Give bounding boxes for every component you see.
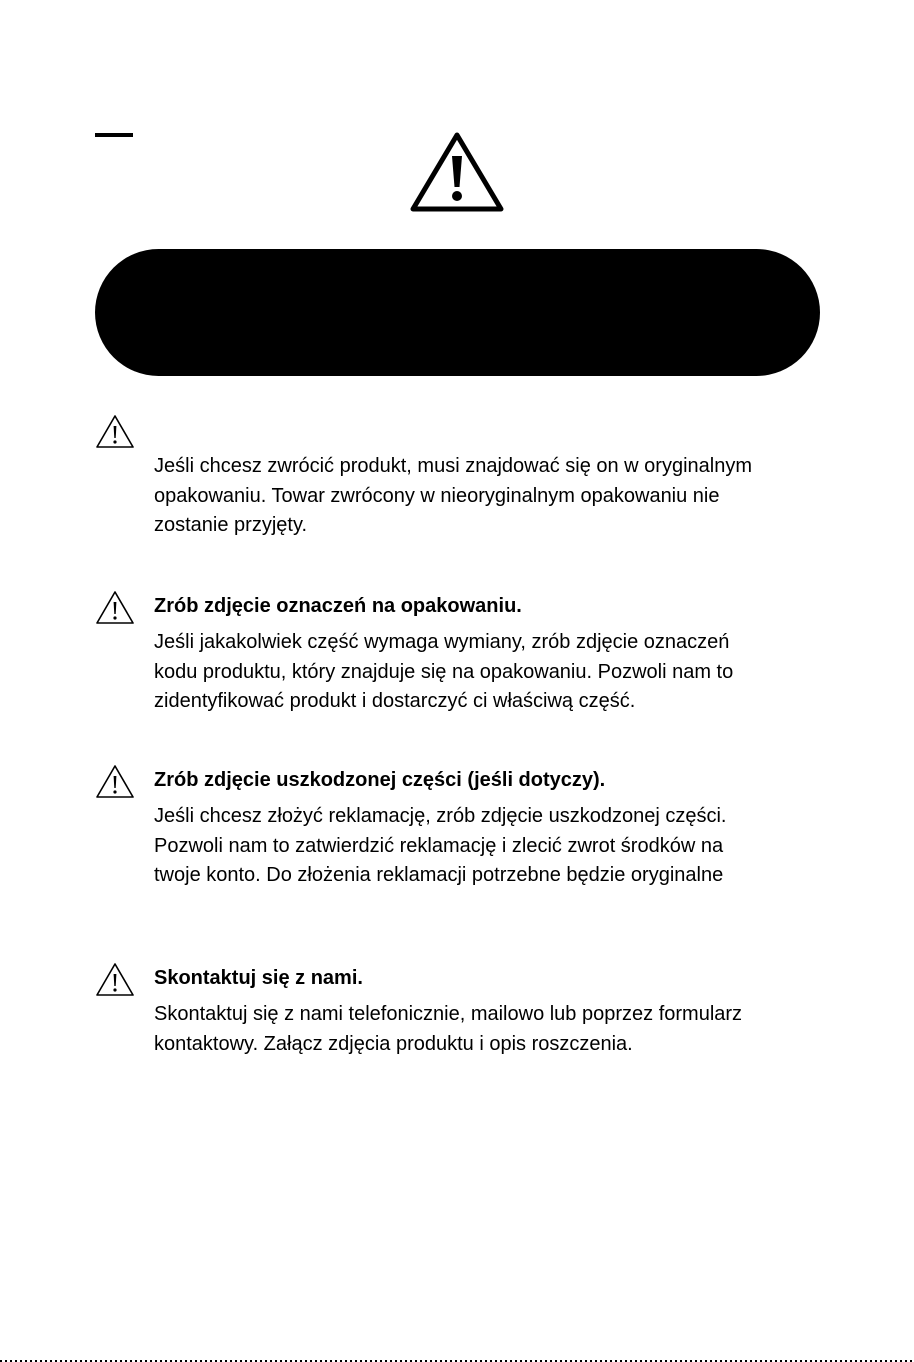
section-heading: Zrób zdjęcie oznaczeń na opakowaniu. [154, 595, 522, 617]
body-line: zostanie przyjęty. [154, 514, 308, 536]
warning-triangle-icon [95, 414, 135, 450]
section-body [154, 628, 733, 717]
section-heading: Skontaktuj się z nami. [154, 967, 363, 989]
body-line: Jeśli chcesz złożyć reklamację, zrób zdjęcie uszkodzonej części. [154, 805, 727, 827]
warning-triangle-icon [95, 962, 135, 998]
body-line: opakowaniu. Towar zwrócony w nieoryginalnym opakowaniu nie [154, 484, 720, 507]
section-body [154, 802, 726, 891]
body-line: twoje konto. Do złożenia reklamacji potrzebne będzie oryginalne [154, 864, 724, 886]
body-line: Pozwoli nam to zatwierdzić reklamację i zlecić zwrot środków na [154, 834, 724, 857]
title-banner [95, 249, 820, 376]
warning-triangle-icon [409, 130, 505, 214]
section-heading: Zrób zdjęcie uszkodzonej części (jeśli dotyczy). [154, 769, 606, 791]
body-line: zidentyfikować produkt i dostarczyć ci właściwą część. [154, 690, 636, 712]
section-body [154, 452, 752, 541]
body-line: kontaktowy. Załącz zdjęcia produktu i opis roszczenia. [154, 1032, 633, 1055]
body-line: kodu produktu, który znajduje się na opakowaniu. Pozwoli nam to [154, 660, 734, 683]
body-line: Jeśli jakakolwiek część wymaga wymiany, zrób zdjęcie oznaczeń [154, 631, 730, 653]
section-body [154, 1000, 742, 1059]
body-line: Jeśli chcesz zwrócić produkt, musi znajdować się on w oryginalnym [154, 455, 753, 477]
warning-triangle-icon [95, 764, 135, 800]
warning-triangle-icon [95, 590, 135, 626]
top-dash [95, 133, 133, 137]
body-line: Skontaktuj się z nami telefonicznie, mailowo lub poprzez formularz [154, 1003, 743, 1025]
